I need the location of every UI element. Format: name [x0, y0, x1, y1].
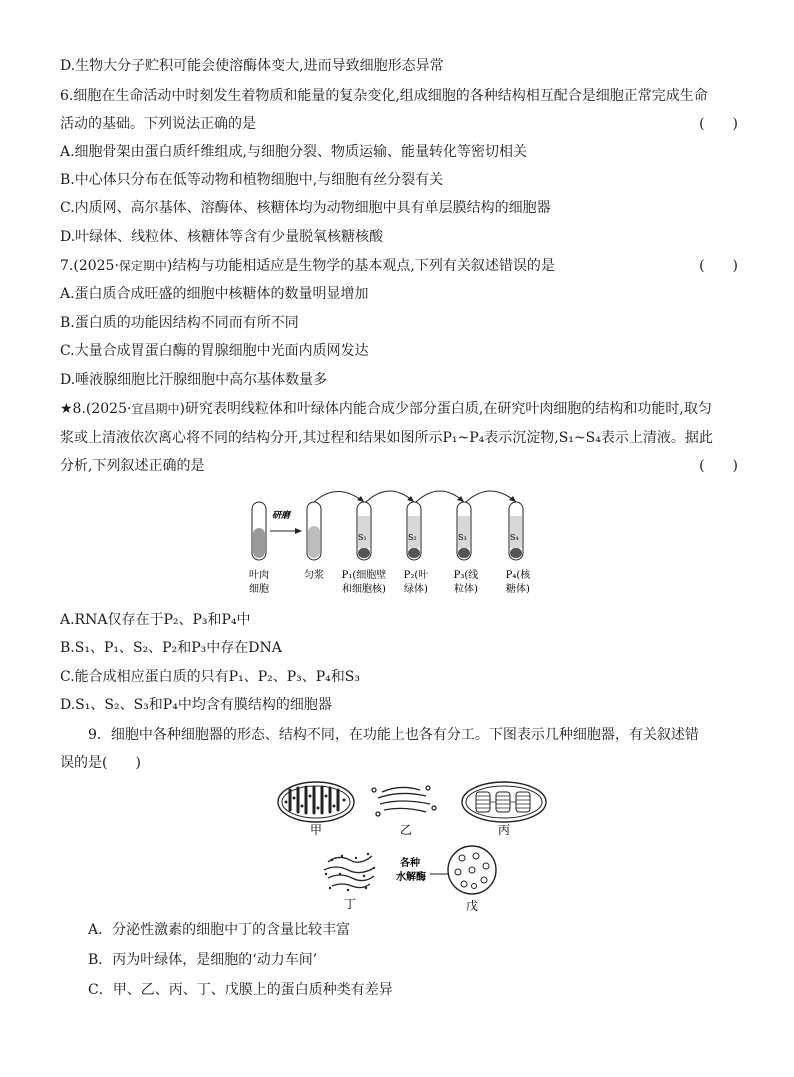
- tube5-label-2: 粒体): [454, 584, 478, 595]
- q5-option-d: D.生物大分子贮积可能会使溶酶体变大,进而导致细胞形态异常: [60, 58, 444, 74]
- label-wu: 戊: [466, 899, 479, 913]
- tube6-label-1: P₄(核: [505, 570, 531, 581]
- q7-option-d: D.唾液腺细胞比汗腺细胞中高尔基体数量多: [60, 372, 328, 388]
- q6-option-c: C.内质网、高尔基体、溶酶体、核糖体均为动物细胞中具有单层膜结构的细胞器: [60, 200, 551, 216]
- grind-label: 研磨: [272, 511, 291, 521]
- tube-p3: [457, 502, 471, 560]
- q8-stem-line3: 分析,下列叙述正确的是: [60, 458, 205, 474]
- tube4-label-2: 绿体): [404, 584, 428, 595]
- q9-option-c: C．甲、乙、丙、丁、戊膜上的蛋白质种类有差异: [88, 982, 393, 998]
- tube1-label-1: 叶肉: [249, 570, 269, 581]
- q6-stem-line2: 活动的基础。下列说法正确的是: [60, 116, 256, 132]
- q9-stem-line1: 9．细胞中各种细胞器的形态、结构不同，在功能上也各有分工。下图表示几种细胞器，有关叙述错: [88, 727, 699, 743]
- tube-p4-s-label: S₄: [510, 533, 519, 542]
- q8-stem-text: )研究表明线粒体和叶绿体内能合成少部分蛋白质,在研究叶肉细胞的结构和功能时,取匀: [179, 401, 712, 417]
- tube5-label-1: P₃(线: [453, 570, 479, 581]
- q7-source: 保定期中: [118, 259, 167, 273]
- tube6-label-2: 糖体): [506, 584, 530, 595]
- organelle-chloroplast: [462, 782, 546, 822]
- q6-option-a: A.细胞骨架由蛋白质纤维组成,与细胞分裂、物质运输、能量转化等密切相关: [60, 144, 528, 160]
- tube-p2: [407, 502, 421, 560]
- q6-stem-line1: 6.细胞在生命活动中时刻发生着物质和能量的复杂变化,组成细胞的各种结构相互配合是细胞正常完成生命: [60, 88, 708, 104]
- tube4-label-1: P₂(叶: [403, 570, 429, 581]
- organelle-lysosome: [448, 846, 496, 894]
- q8-option-a: A.RNA仅存在于P₂、P₃和P₄中: [60, 612, 251, 628]
- tube-p2-s-label: S₂: [408, 533, 417, 542]
- enzyme-label-2: 水解酶: [396, 872, 426, 883]
- q7-option-a: A.蛋白质合成旺盛的细胞中核糖体的数量明显增加: [60, 286, 369, 302]
- tube-leaf-cells: [252, 502, 266, 560]
- q6-option-d: D.叶绿体、线粒体、核糖体等含有少量脱氧核糖核酸: [60, 229, 384, 245]
- q8-prefix: ★8.(2025·: [60, 401, 132, 417]
- q8-option-b: B.S₁、P₁、S₂、P₂和P₃中存在DNA: [60, 640, 282, 656]
- q7-stem-text: )结构与功能相适应是生物学的基本观点,下列有关叙述错误的是: [166, 258, 555, 274]
- q6-answer-paren: ( ): [699, 116, 738, 132]
- enzyme-label-1: 各种: [400, 858, 420, 869]
- tube2-label-1: 匀浆: [304, 570, 324, 581]
- q8-stem-line1: [60, 399, 712, 419]
- label-ding: 丁: [344, 897, 357, 911]
- q9-option-a: A．分泌性激素的细胞中丁的含量比较丰富: [88, 922, 351, 938]
- q9-stem-line2: 误的是( ): [60, 755, 141, 771]
- q8-option-c: C.能合成相应蛋白质的只有P₁、P₂、P₃、P₄和S₃: [60, 669, 360, 685]
- centrifuge-figure: [240, 486, 570, 601]
- q6-option-b: B.中心体只分布在低等动物和植物细胞中,与细胞有丝分裂有关: [60, 172, 444, 188]
- label-yi: 乙: [400, 823, 413, 837]
- tube3-label-1: P₁(细胞壁: [341, 570, 387, 581]
- tube3-label-2: 和细胞核): [342, 584, 386, 595]
- label-jia: 甲: [310, 823, 323, 837]
- tube-p1-s-label: S₁: [358, 533, 367, 542]
- tube1-label-2: 细胞: [249, 584, 269, 595]
- tube-homogenate: [307, 502, 321, 560]
- organelle-golgi: [372, 786, 436, 816]
- q7-prefix: 7.(2025·: [60, 258, 119, 274]
- q8-option-d: D.S₁、S₂、S₃和P₄中均含有膜结构的细胞器: [60, 697, 332, 713]
- q8-answer-paren: ( ): [699, 458, 738, 474]
- q7-option-c: C.大量合成胃蛋白酶的胃腺细胞中光面内质网发达: [60, 343, 369, 359]
- q8-stem-line2: 浆或上清液依次离心将不同的结构分开,其过程和结果如图所示P₁~P₄表示沉淀物,S₁~S₄表示上清液。据此: [60, 430, 713, 446]
- tube-p1: [357, 502, 371, 560]
- q7-answer-paren: ( ): [699, 258, 738, 274]
- organelle-mitochondrion: [278, 782, 354, 822]
- tube-p3-s-label: S₃: [458, 533, 467, 542]
- label-bing: 丙: [498, 823, 511, 837]
- tube-p4: [509, 502, 523, 560]
- q7-option-b: B.蛋白质的功能因结构不同而有所不同: [60, 315, 299, 331]
- q9-option-b: B．丙为叶绿体，是细胞的‘动力车间’: [88, 952, 318, 968]
- q8-source: 宜昌期中: [131, 402, 180, 416]
- q7-stem: [60, 256, 555, 276]
- organelle-figure: [270, 778, 560, 914]
